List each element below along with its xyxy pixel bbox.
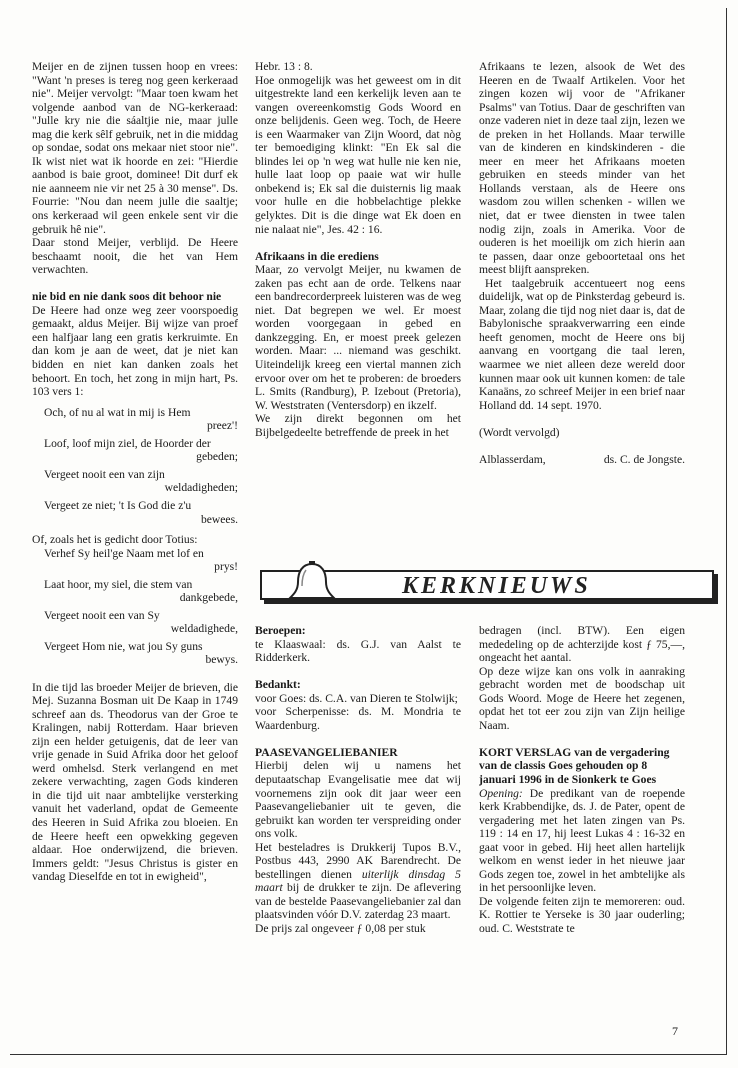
signature-line: [479, 453, 685, 467]
poem-line-end: prys!: [214, 560, 238, 574]
poem-line: Vergeet nooit een van zijn: [44, 467, 165, 481]
poem-line-end: gebeden;: [196, 450, 238, 464]
col1-paragraph-1: Meijer en de zijnen tussen hoop en vrees: "Want 'n preses is tereg nog geen kerkeraad nie". Meijer vervolgt: "Maar toen kwam het volgende aanbod van de NG-kerkeraad: "Julle kry nie die sáaltjie nie, maar julle mag die kerk sêlf gebruik, net in die middag op sondae, sodat ons mekaar niet stoor nie". Ik wist niet wat ik hoorde en zei: "Hierdie aanbod is baie groot, dominee! Dit durf ek nie aanneem nie vir net 25 à 30 mense". Ds. Fourrie: "Nou dan neem julle die saaltje; ons kerkeraad wil geen enkele sent vir die gebruik hê nie".: [32, 60, 238, 236]
poem-line: Och, of nu al wat in mij is Hem: [44, 405, 191, 419]
kerknieuws-banner: [252, 560, 718, 606]
column-5: [479, 624, 685, 1024]
col3-paragraph-2: Het taalgebruik accentueert nog eens duidelijk, wat op de Pinksterdag gebeurd is. Maar, zolang die tijd nog niet daar is, dat de Babylonische spraakverwarring een einde heeft genomen, mocht de Heere ons bij aanvang en voortgang die taal leren, waarmee we niet alleen deze wereld door kunnen maar ook uit kunnen komen: de tale Kanaäns, zo schreef Meijer in een brief naar Holland dd. 14 sept. 1970.: [479, 276, 685, 412]
col3-continued-note: (Wordt vervolgd): [479, 425, 560, 439]
col2-heading: Afrikaans in die erediens: [255, 249, 379, 263]
section-heading-bedankt: Bedankt:: [255, 678, 301, 692]
poem-line: Vergeet nooit een van Sy: [44, 608, 160, 622]
poem-line: Loof, loof mijn ziel, de Hoorder der: [44, 436, 211, 450]
banier-paragraph-2: [255, 841, 461, 922]
col2-paragraph-2: Hoe onmogelijk was het geweest om in dit uitgestrekte land een kerkelijk leven aan te vangen overeenkomstig Gods Woord en onze belijdenis. Geen weg. Toch, de Heere is een Waarmaker van Zijn Woord, dat nòg ter bemoediging klinkt: "En Ek sal die blindes lei op 'n weg wat hulle nie ken nie, hulle laat loop op paaie wat wir hulle onbekend is; Ek sal die duisternis lig maak voor hulle en die hobbelachtige plekke gelyktes. Dit is die dinge wat Ek doen en nie nalaat nie", Jes. 42 : 16.: [255, 73, 461, 236]
opening-text: De predikant van de roepende kerk Krabbendijke, ds. J. de Pater, opent de vergadering met het laten zingen van Ps. 119 : 14 en 17, hij leest Lukas 4 : 16-32 en gaat voor in gebed. Hij heet allen hartelijk welkom en wenst ieder in het nieuwe jaar Gods zegen toe, zowel in het ambtelijke als in het persoonlijke leven.: [479, 786, 685, 895]
poem-line: Laat hoor, my siel, die stem van: [44, 577, 193, 591]
col1-paragraph-3: De Heere had onze weg zeer voorspoedig gemaakt, aldus Meijer. Bij wijze van proef een halfjaar lang een gratis kerkruimte. En dan kom je aan de weet, dat je niet kan bidden en niet kan danken zoals het behoort. En toch, het zong in mijn hart, Ps. 103 vers 1:: [32, 303, 238, 399]
col1-paragraph-4: Of, zoals het is gedicht door Totius:: [32, 533, 198, 547]
column-2: [255, 60, 461, 540]
banier-text-a: Het besteladres is Drukkerij Tupos B.V., Postbus 443, 2990 AK Barendrecht. De bestellingen dienen: [255, 840, 461, 881]
banier-text-b: bij de drukker te zijn. De aflevering van de bestelde Paasevangeliebanier zal dan plaatsvinden vóór D.V. zaterdag 23 maart.: [255, 881, 461, 922]
poem-line-end: bewys.: [205, 653, 238, 667]
col2-paragraph-1: Hebr. 13 : 8.: [255, 60, 313, 73]
banier-continued-1: bedragen (incl. BTW). Een eigen mededeling op de achterzijde kost ƒ 75,—, ongeacht het aantal.: [479, 624, 685, 665]
col1-paragraph-5: In die tijd las broeder Meijer de brieven, die Mej. Suzanna Bosman uit De Kaap in 1749 schreef aan ds. Theodorus van der Groe te Kralingen, nabij Rotterdam. Haar brieven zijn een helder getuigenis, dat de leer van vrije genade in Suid Afrika door het geloof werd omhelsd. Sterk verlangend en met zekere verwachting, zagen Gods kinderen in die tijd uit naar ambtelijke versterking vanuit het vaderland, opdat de Gemeente des Heeren in Suid Afrika zou bloeien. En de Heere heeft een opwekking gegeven aldaar. Hoe onderwijzend, die brieven. Immers geldt: "Jesus Christus is gister en vandag Dieselfde en tot in ewigheid",: [32, 680, 238, 884]
col2-paragraph-3: Maar, zo vervolgt Meijer, nu kwamen de zaken pas echt aan de orde. Telkens naar een bandrecorderpreek luisteren was de weg niet. Dat begrepen we wel. Er moest worden voorgegaan in gebed en dankzegging. En, er moest preek gelezen worden. Maar: ... niemand was geschikt. Uiteindelijk kreeg een viertal mannen zich ervoor over om het te proberen: de broeders L. Smits (Randburg), P. Izebout (Pretoria), W. Weststraten (Ventersdorp) en ikzelf.: [255, 263, 461, 412]
opening-label: Opening:: [479, 786, 523, 800]
banier-paragraph-1: Hierbij delen wij u namens het deputaatschap Evangelisatie mee dat wij voornemens zijn ook dit jaar weer een Paasevangeliebanier uit te geven, die gebruikt kan worden ter verspreiding onder ons volk.: [255, 759, 461, 841]
col2-paragraph-4: We zijn direkt begonnen om het Bijbelgedeelte betreffende de preek in het: [255, 412, 461, 439]
column-4: [255, 624, 461, 1024]
banier-continued-2: Op deze wijze kan ons volk in aanraking gebracht worden met de boodschap uit Gods Woord. Moge de Heere het zegenen, opdat het tot eer zou zijn van Zijn heilige Naam.: [479, 664, 685, 732]
poem-line-end: bewees.: [200, 512, 238, 526]
section-heading-kort-verslag: KORT VERSLAG van de vergadering van de classis Goes gehouden op 8 januari 1996 in de Sionkerk te Goes: [479, 745, 670, 787]
banier-deadline: uiterlijk dinsdag 5 maart: [255, 867, 461, 895]
poem-line: Vergeet ze niet; 't Is God die z'u: [44, 498, 192, 512]
column-1: [32, 60, 238, 1010]
verslag-feiten: De volgende feiten zijn te memoreren: oud. K. Rottier te Yerseke is 30 jaar ouderling; oud. C. Weststrate te: [479, 894, 685, 936]
section-heading-paasevangeliebanier: PAASEVANGELIEBANIER: [255, 745, 398, 759]
signature-place: Alblasserdam,: [479, 452, 546, 466]
poem-line: Verhef Sy heil'ge Naam met lof en: [44, 546, 204, 560]
poem-line-end: dankgebede,: [179, 591, 238, 605]
bedankt-text-2: voor Scherpenisse: ds. M. Mondria te Waardenburg.: [255, 705, 461, 732]
column-3: [479, 60, 685, 540]
bell-icon: [282, 560, 342, 606]
banner-title: KERKNIEUWS: [402, 573, 591, 599]
poem-line-end: preez'!: [206, 419, 238, 433]
poem-line: Vergeet Hom nie, wat jou Sy guns: [44, 639, 203, 653]
poem-line-end: weldadighede,: [170, 622, 238, 636]
verslag-opening: [479, 787, 685, 895]
bedankt-text-1: voor Goes: ds. C.A. van Dieren te Stolwijk;: [255, 691, 458, 705]
section-heading-beroepen: Beroepen:: [255, 624, 306, 637]
poem-totius: [32, 547, 238, 667]
col1-heading: nie bid en nie dank soos dit behoor nie: [32, 290, 222, 304]
col1-paragraph-2: Daar stond Meijer, verblijd. De Heere beschaamt nooit, die het van Hem verwachten.: [32, 236, 238, 277]
signature-name: ds. C. de Jongste.: [603, 452, 685, 466]
banier-paragraph-3: De prijs zal ongeveer ƒ 0,08 per stuk: [255, 922, 426, 936]
col3-paragraph-1: Afrikaans te lezen, alsook de Wet des Heeren en de Twaalf Artikelen. Voor het zingen kozen wij voor de "Afrikaner Psalms" van Totius. Daar de geschriften van onze vaderen niet in deze taal zijn, lezen we de preken in het Hollands. Maar terwille van de kinderen en kindskinderen - die meer en meer het Afrikaans moeten gebruiken en steeds minder van het Hollands verstaan, als de Heere ons wasdom zou willen schenken - willen we niet, dat er twee diensten in twee talen nodig zijn, zoals in Amerika. Voor de ouderen is het moeilijk om zich hierin aan te passen, daar onze geboortetaal ons het meest blijft aanspreken.: [479, 60, 685, 277]
poem-line-end: weldadigheden;: [164, 481, 238, 495]
beroepen-text: te Klaaswaal: ds. G.J. van Aalst te Ridderkerk.: [255, 637, 461, 665]
page-number: 7: [672, 1024, 678, 1038]
poem-psalm-103: [32, 406, 238, 526]
